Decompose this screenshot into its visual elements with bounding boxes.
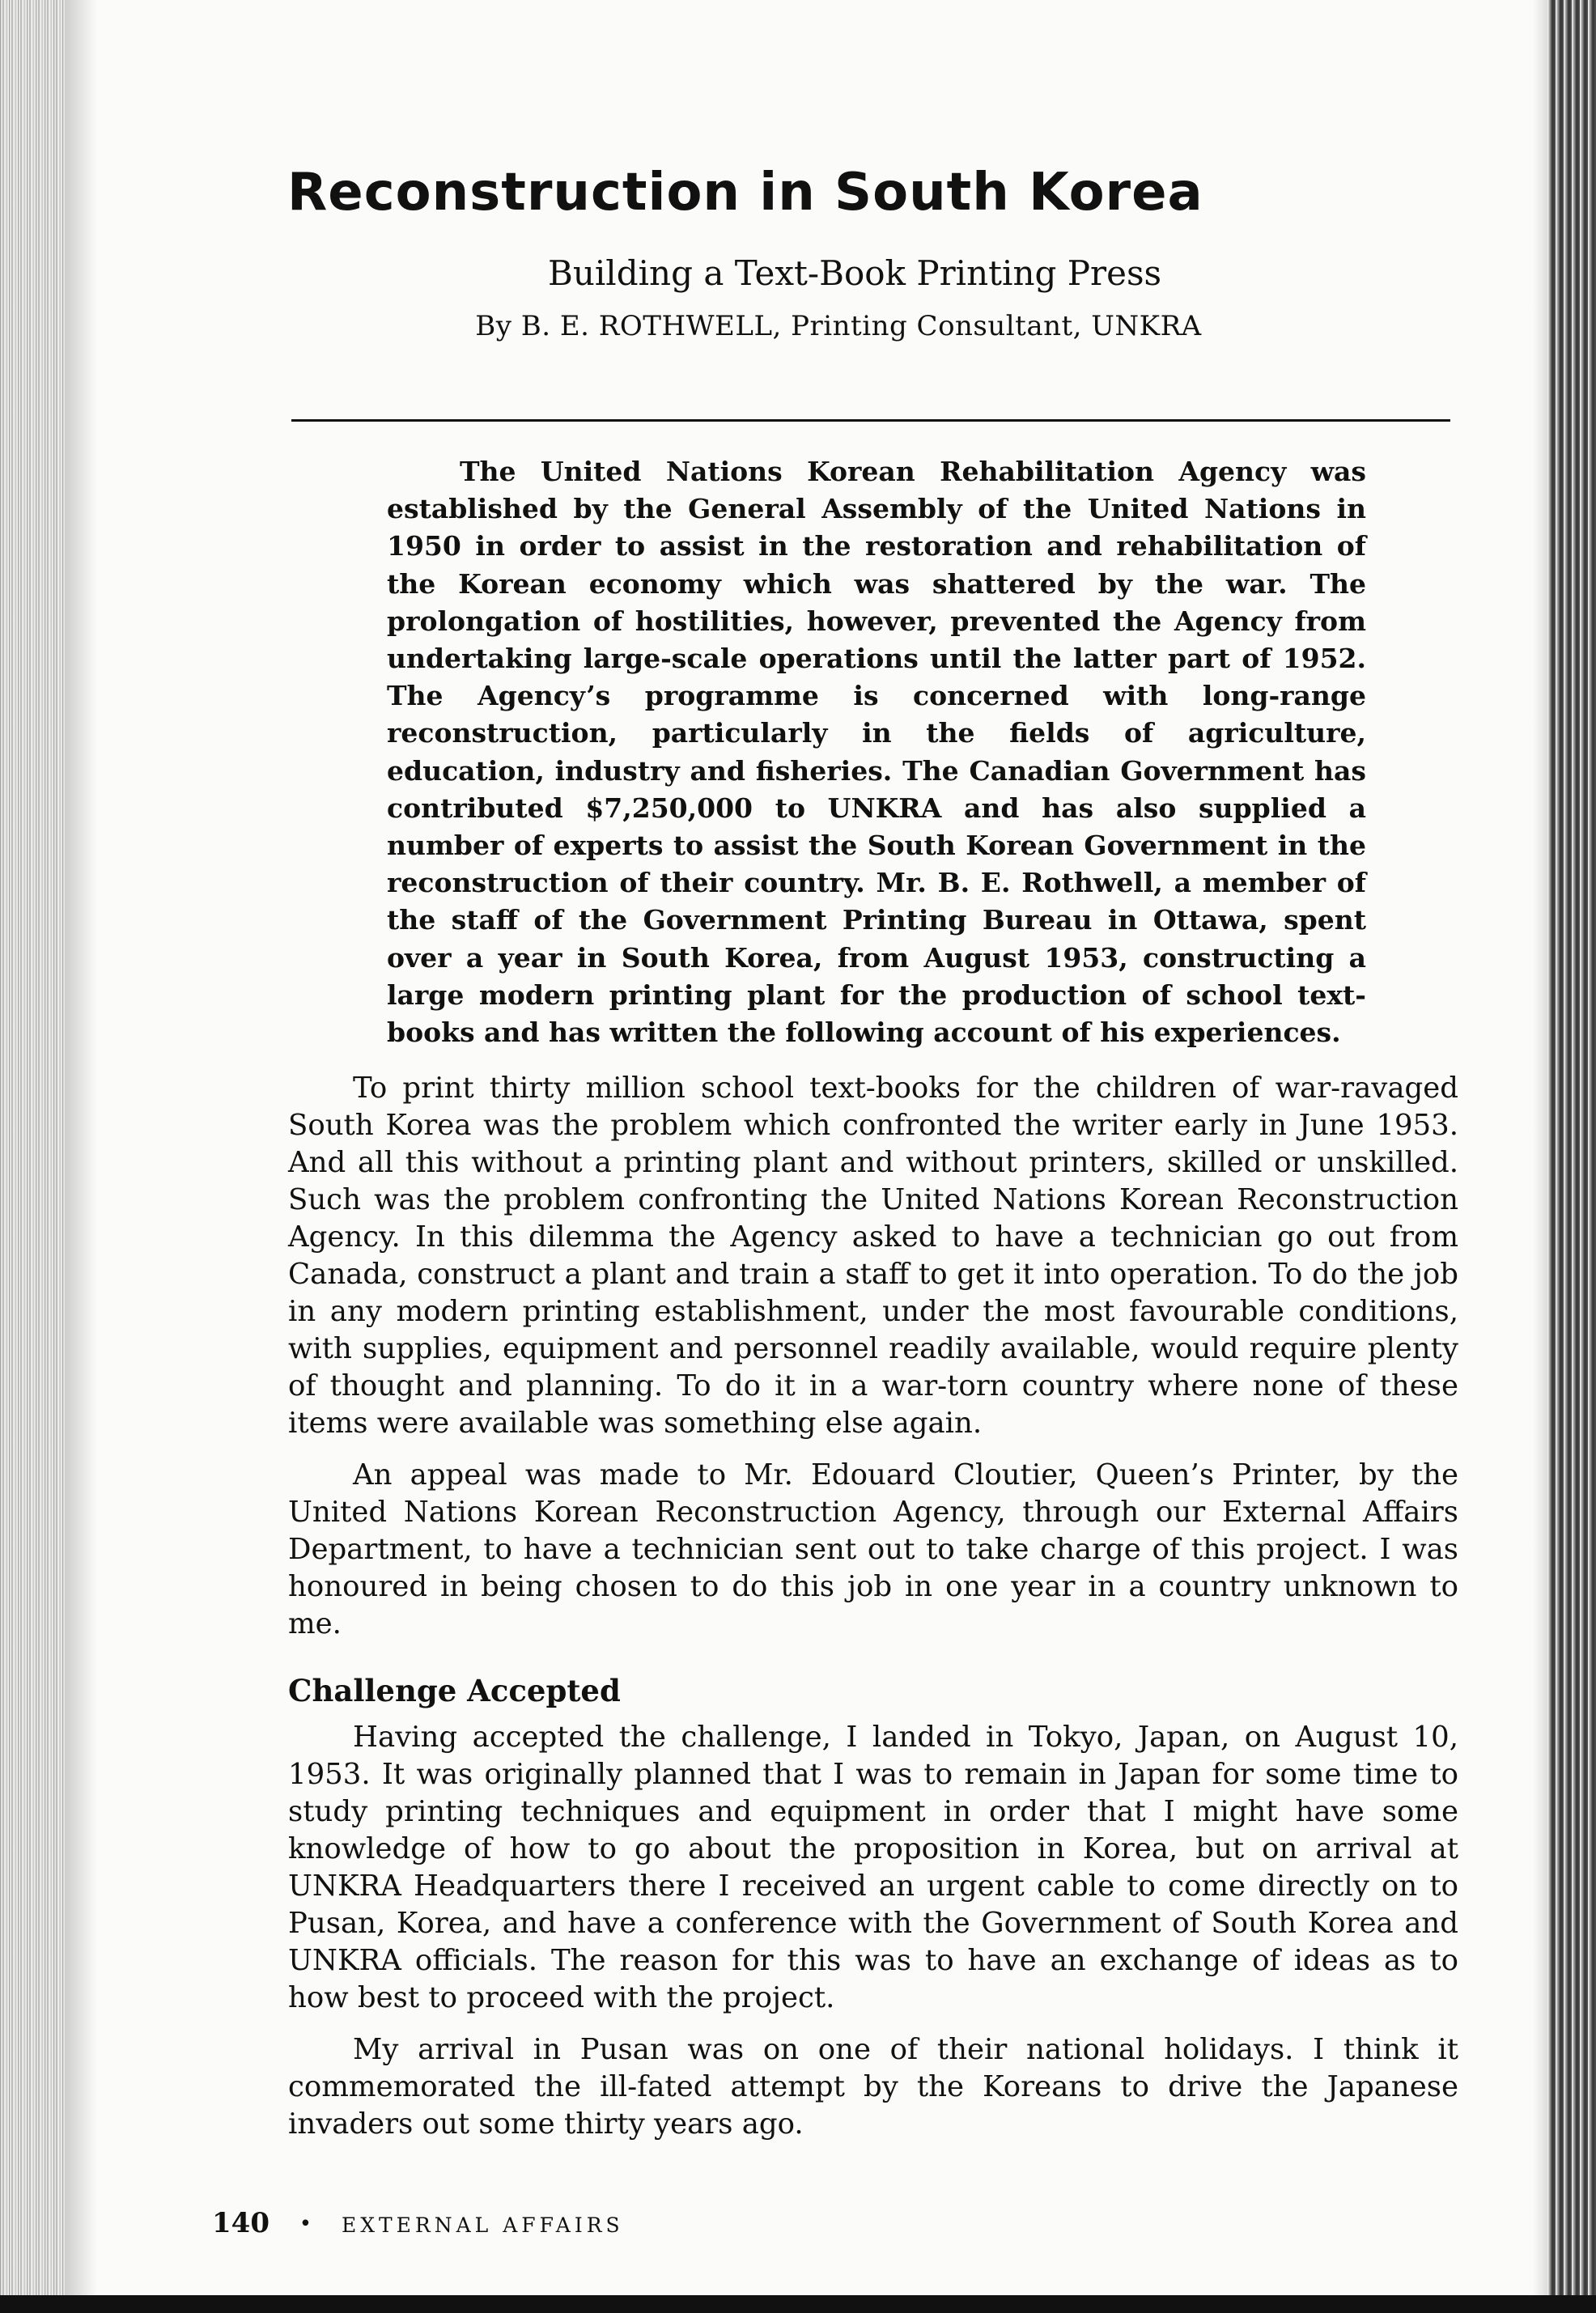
page-edge-right [1547, 0, 1596, 2313]
journal-name: EXTERNAL AFFAIRS [341, 2213, 624, 2237]
article-subtitle: Building a Text-Book Printing Press [547, 253, 1162, 293]
page-footer [212, 2207, 940, 2240]
body-paragraph: To print thirty million school text-books for the children of war-ravaged South Korea was the problem which confronted the writer early in June 1953. And all this without a printing plant and without printers, skilled or unskilled. Such was the problem confronting the United Nations Korean Reconstruction Agency. In this dilemma the Agency asked to have a technician go out from Canada, construct a plant and train a staff to get it into operation. To do the job in any modern printing establishment, under the most favourable conditions, with supplies, equipment and personnel readily available, would require plenty of thought and planning. To do it in a war-torn country where none of these items were available was something else again. [288, 1072, 1458, 1440]
footer-separator: • [299, 2212, 312, 2237]
intro-paragraph: The United Nations Korean Rehabilitation Agency was established by the General Assembly of the United Nations in 1950 in order to assist in the restoration and rehabilitation of the Korean economy which was shattered by the war. The prolongation of hostilities, however, prevented the Agency from undertaking large-scale operations until the latter part of 1952. The Agency’s programme is concerned with long-range reconstruction, particularly in the fields of agriculture, education, industry and fisheries. The Canadian Government has contributed $7,250,000 to UNKRA and has also supplied a number of experts to assist the South Korean Government in the reconstruction of their country. Mr. B. E. Rothwell, a member of the staff of the Government Printing Bureau in Ottawa, spent over a year in South Korea, from August 1953, constructing a large modern printing plant for the production of school text-books and has written the following account of his experiences. [387, 456, 1366, 1049]
body-paragraph: Having accepted the challenge, I landed in Tokyo, Japan, on August 10, 1953. It was originally planned that I was to remain in Japan for some time to study printing techniques and equipment in order that I might have some knowledge of how to go about the proposition in Korea, but on arrival at UNKRA Headquarters there I received an urgent cable to come directly on to Pusan, Korea, and have a conference with the Government of South Korea and UNKRA officials. The reason for this was to have an exchange of ideas as to how best to proceed with the project. [288, 1721, 1458, 2014]
page-shadow-right [1533, 0, 1547, 2313]
body-paragraph: An appeal was made to Mr. Edouard Cloutier, Queen’s Printer, by the United Nations Korean Reconstruction Agency, through our External Affairs Department, to have a technician sent out to take charge of this project. I was honoured in being chosen to do this job in one year in a country unknown to me. [288, 1458, 1458, 1640]
page-edge-bottom [0, 2295, 1596, 2313]
section-heading: Challenge Accepted [288, 1673, 621, 1708]
article-title: Reconstruction in South Korea [287, 163, 1203, 223]
body-paragraph: My arrival in Pusan was on one of their national holidays. I think it commemorated the ill-fated attempt by the Koreans to drive the Japanese invaders out some thirty years ago. [288, 2033, 1458, 2141]
page-number: 140 [212, 2207, 270, 2239]
binding-shadow-left [65, 0, 97, 2313]
article-byline: By B. E. ROTHWELL, Printing Consultant, UNKRA [475, 310, 1202, 342]
binding-edge-left [0, 0, 65, 2313]
title-divider [291, 419, 1450, 422]
article-body [288, 1070, 1458, 2143]
